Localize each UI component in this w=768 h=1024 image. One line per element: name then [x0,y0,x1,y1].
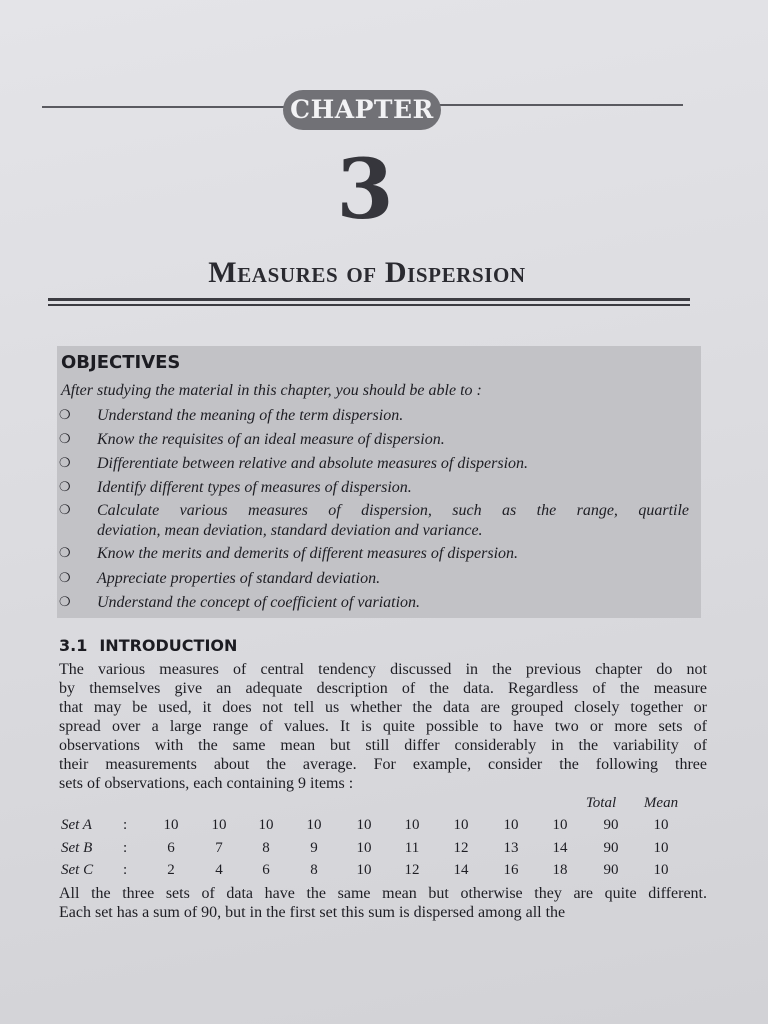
table-cell: 14 [552,840,568,856]
bullet-icon: ❍ [59,432,71,447]
table-row-label: Set B [61,840,93,856]
objective-text: Know the merits and demerits of different measures of dispersion. [97,545,519,562]
chapter-rule-right [440,104,683,106]
paragraph-line: by themselves give an adequate description of the data. Regardless of the measure [59,680,707,697]
bullet-icon: ❍ [59,456,71,471]
table-cell: 6 [167,840,175,856]
table-cell: 12 [453,840,469,856]
objective-text: Understand the meaning of the term dispersion. [97,407,404,424]
table-cell: 10 [306,817,322,833]
table-cell-mean: 10 [653,840,669,856]
table-cell: 10 [356,862,372,878]
intro-paragraph [59,660,707,793]
bullet-icon: ❍ [59,571,71,586]
table-row-colon: : [123,817,128,833]
table-cell: 11 [404,840,420,856]
table-cell: 10 [163,817,179,833]
objectives-intro: After studying the material in this chapter, you should be able to : [61,382,482,399]
paragraph-line: their measurements about the average. For example, consider the following three [59,756,707,773]
table-row-colon: : [123,840,128,856]
bullet-icon: ❍ [59,503,71,518]
bullet-icon: ❍ [59,480,71,495]
objective-text: Differentiate between relative and absolute measures of dispersion. [97,455,529,472]
bullet-icon: ❍ [59,595,71,610]
objective-text: Appreciate properties of standard deviation. [97,570,381,587]
objective-text: Understand the concept of coefficient of variation. [97,594,421,611]
bullet-icon: ❍ [59,408,71,423]
table-cell-total: 90 [603,862,619,878]
bullet-icon: ❍ [59,546,71,561]
table-cell: 16 [503,862,519,878]
table-cell: 10 [404,817,420,833]
table-row-label: Set C [61,862,94,878]
table-cell: 10 [453,817,469,833]
table-cell: 18 [552,862,568,878]
paragraph-line: sets of observations, each containing 9 items : [59,775,354,792]
section-title: INTRODUCTION [99,636,238,655]
paragraph-line: Each set has a sum of 90, but in the first set this sum is dispersed among all the [59,904,566,921]
table-cell: 8 [262,840,270,856]
table-cell-mean: 10 [653,862,669,878]
objectives-heading: OBJECTIVES [61,352,181,373]
closing-paragraph [59,884,707,922]
table-cell: 10 [211,817,227,833]
table-cell: 4 [215,862,223,878]
objective-text: Know the requisites of an ideal measure of dispersion. [97,431,445,448]
table-row-colon: : [123,862,128,878]
table-cell: 14 [453,862,469,878]
table-cell: 2 [167,862,175,878]
paragraph-line: The various measures of central tendency discussed in the previous chapter do not [59,661,707,678]
table-cell-total: 90 [603,840,619,856]
table-cell: 10 [258,817,274,833]
table-cell: 10 [552,817,568,833]
objectives-box [57,346,701,618]
chapter-number: 3 [336,142,394,238]
paragraph-line: spread over a large range of values. It is quite possible to have two or more sets of [59,718,707,735]
paragraph-line: observations with the same mean but still differ considerably in the variability of [59,737,707,754]
table-cell: 10 [503,817,519,833]
table-row-label: Set A [61,817,92,833]
title-double-rule [48,298,690,306]
objective-text: Calculate various measures of dispersion, such as the range, quartile [97,502,689,519]
table-header-total: Total [585,795,617,811]
table-header-mean: Mean [643,795,679,811]
table-cell: 10 [356,817,372,833]
table-cell-total: 90 [603,817,619,833]
paragraph-line: that may be used, it does not tell us whether the data are grouped closely together or [59,699,707,716]
section-heading [59,636,237,655]
table-cell: 10 [356,840,372,856]
paragraph-line: All the three sets of data have the same mean but otherwise they are quite different. [59,885,707,902]
table-cell: 13 [503,840,519,856]
table-cell: 6 [262,862,270,878]
table-cell-mean: 10 [653,817,669,833]
table-cell: 7 [215,840,223,856]
table-cell: 8 [310,862,318,878]
objective-text: Identify different types of measures of dispersion. [97,479,412,496]
objective-text: deviation, mean deviation, standard deviation and variance. [97,522,483,539]
section-number: 3.1 [59,636,88,655]
table-cell: 12 [404,862,420,878]
chapter-title: Measures of Dispersion [208,256,526,289]
chapter-label: CHAPTER [283,90,441,130]
table-cell: 9 [310,840,318,856]
chapter-rule-left [42,106,287,108]
